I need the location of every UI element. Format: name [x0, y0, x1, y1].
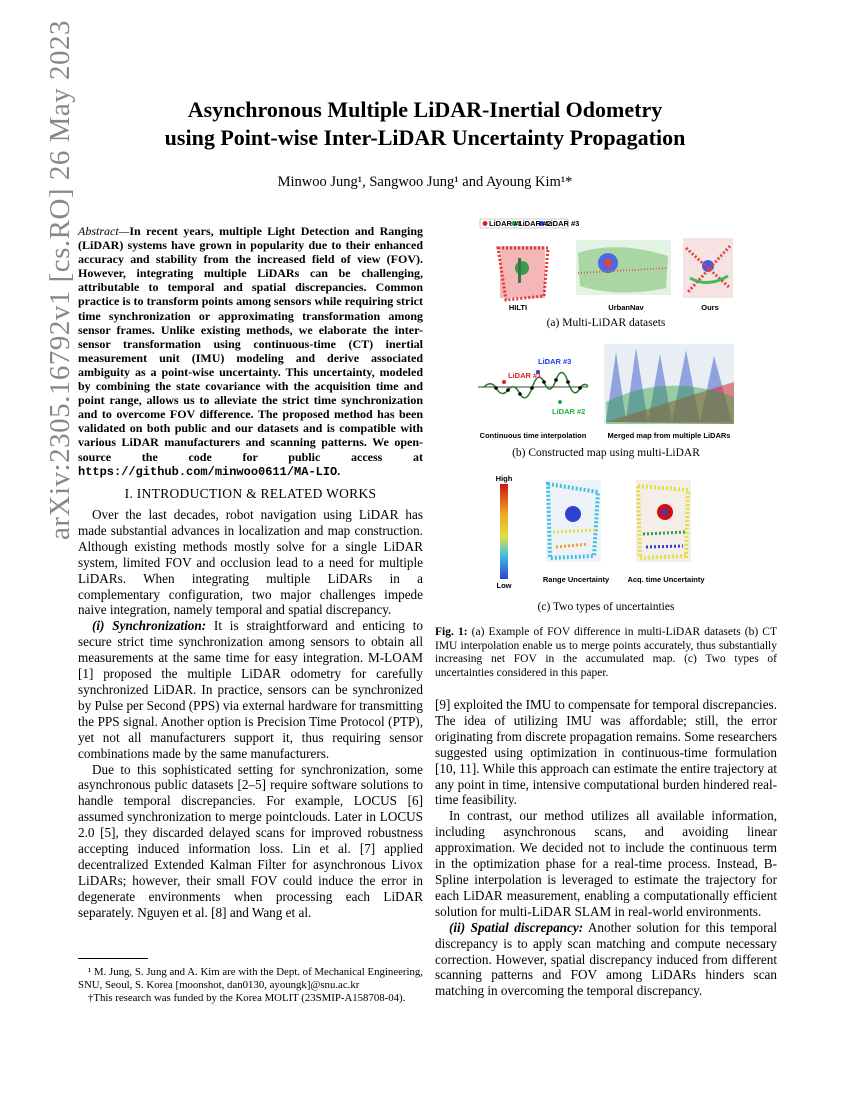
caption-c: (c) Two types of uncertainties [537, 601, 675, 613]
label-hilti: HILTI [508, 303, 528, 312]
arxiv-stamp-region [14, 19, 76, 780]
footnote-funding: †This research was funded by the Korea MOLIT (23SMIP-A158708-04). [88, 991, 406, 1004]
title-line-1: Asynchronous Multiple LiDAR-Inertial Odometry [187, 97, 663, 122]
curve-label-lidar-1: LiDAR #1 [508, 371, 542, 380]
uncertainty-image [488, 472, 748, 598]
label-ct-interp: Continuous time interpolation [479, 431, 587, 440]
label-ours: Ours [701, 303, 719, 312]
section-heading: I. INTRODUCTION & RELATED WORKS [124, 486, 377, 501]
imu-paragraph: [9] exploited the IMU to compensate for temporal discrepancies. The idea of utilizing IMU was affordable; still, the error originating from discrete propagation remains. Some researchers suggested using optimization in continuous-time formulation [10, 11]. While this approach can estimate the entire trajectory at any point in time, intensive computational burden hindered real-time feasibility. [435, 697, 778, 808]
figure-caption-head: Fig. 1: [435, 626, 468, 638]
urbannav-scan [576, 240, 671, 295]
authors: Minwoo Jung¹, Sangwoo Jung¹ and Ayoung Kim¹* [277, 174, 573, 190]
hilti-scan [498, 246, 548, 300]
abstract-body: In recent years, multiple Light Detection and Ranging (LiDAR) systems have grown in popularity due to their enhanced accuracy and stability from the increased field of view (FOV). However, integrating multiple LiDARs can be challenging, attributable to temporal and spatial discrepancies. Common practice is to transform points among sensors while requiring strict time synchronization or approximating transformation among sensor frames. Unlike existing methods, we elaborate the inter-sensor transformation using continuous-time (CT) inertial measurement unit (IMU) modeling and derive associated ambiguity as a point-wise uncertainty. This uncertainty, modeled by combining the state covariance with the acquisition time and point range, allows us to alleviate the strict time synchronization and to overcome FOV difference. The proposed method has been validated on both public and our datasets and is compatible with various LiDAR manufacturers and scanning patterns. We open-source the code for public access at [78, 224, 423, 464]
colorbar-high: High [495, 474, 513, 483]
figure-panel-b [476, 342, 776, 442]
figure-panel-a [478, 218, 778, 313]
contrast-paragraph: In contrast, our method utilizes all available information, including asynchronous scans, and avoiding linear approximation. We decided not to include the continuous term in the optimization phase for a real-time process. Instead, B-Spline interpolation is leveraged to estimate the trajectory for each LiDAR measurement, enabling a computationally efficient solution for multi-LiDAR SLAM in real-world environments. [435, 808, 777, 919]
right-column-body [435, 697, 777, 999]
label-merged-map: Merged map from multiple LiDARs [607, 431, 731, 440]
footnotes [78, 966, 423, 1004]
label-acq-time-uncertainty: Acq. time Uncertainty [627, 575, 705, 584]
curve-label-lidar-3: LiDAR #3 [538, 357, 572, 366]
arxiv-stamp: arXiv:2305.16792v1 [cs.RO] 26 May 2023 [44, 19, 76, 540]
caption-b: (b) Constructed map using multi-LiDAR [512, 447, 700, 459]
legend-lidar-3: LiDAR #3 [546, 219, 580, 228]
curve-label-lidar-2: LiDAR #2 [552, 407, 586, 416]
intro-paragraph: Over the last decades, robot navigation using LiDAR has made substantial advances in localization and map construction. Although existing methods mostly solve for a single LiDAR system, limited FOV and occlusion lead to a need for multiple LiDARs. When integrating multiple LiDARs in a complementary configuration, two major challenges impede naive integration, namely temporal and spatial discrepancy. [78, 507, 423, 618]
figure-panel-c [488, 472, 748, 598]
multi-lidar-datasets-image [478, 218, 778, 313]
legend-lidar-1: LiDAR #1 [489, 219, 523, 228]
figure-caption [435, 626, 777, 680]
footnote-affiliation: ¹ M. Jung, S. Jung and A. Kim are with the Dept. of Mechanical Engineering, SNU, Seoul, S. Korea [moonshot, dan0130, ayoungk]@snu.ac.kr [78, 966, 423, 991]
code-link[interactable]: https://github.com/minwoo0611/MA-LIO [78, 464, 338, 479]
constructed-map-image [476, 342, 776, 442]
mloam-paragraph: M-LOAM [1] proposed the multiple LiDAR odometry for carefully synchronized LiDAR. In practice, sensors can be synchronized by Pulse per Second (PPS) via external hardware for transmitting the PPS signal. Another option is Precision Time Protocol (PTP), yet not all manufacturers support it, thus requiring sensor combinations made by the same manufacturers. [78, 650, 423, 761]
label-range-uncertainty: Range Uncertainty [542, 575, 610, 584]
merged-map [604, 344, 734, 424]
caption-a: (a) Multi-LiDAR datasets [546, 317, 666, 329]
colorbar [500, 484, 508, 579]
figure-caption-body: (a) Example of FOV difference in multi-LiDAR datasets (b) CT IMU interpolation enable us to merge points accurately, thus substantially increasing net FOV in the accumulated map. (c) Two types of uncertainties considered in this paper. [435, 626, 777, 679]
label-urbannav: UrbanNav [608, 303, 644, 312]
spatial-paragraph [435, 920, 777, 1000]
left-column-body [78, 507, 423, 921]
sync-body: It is straightforward and enticing to secure strict time synchronization among sensors to obtain all measurements at the same time for easy integration. [78, 618, 423, 666]
spatial-heading: (ii) Spatial discrepancy: [449, 919, 584, 935]
sync-paragraph [78, 618, 423, 761]
paper-title [80, 96, 770, 152]
sync-heading: (i) Synchronization: [92, 618, 207, 634]
range-uncertainty-map [546, 480, 601, 562]
locus-paragraph: Due to this sophisticated setting for synchronization, some asynchronous public datasets [2–5] require software solutions to handle temporal discrepancies. For example, LOCUS [6] assumed synchronization to merge pointclouds. Later in LOCUS 2.0 [5], they discarded delayed scans for improved robustness accepting induced information loss. Lin et al. [7] applied decentralized Extended Kalman Filter for asynchronous Livox LiDARs; however, their small FOV could induce the error in degenerate environments when processing each LiDAR separately. Nguyen et al. [8] and Wang et al. [78, 761, 423, 920]
abstract-end: . [337, 463, 341, 478]
footnote-rule [78, 958, 148, 959]
acq-time-uncertainty-map [636, 480, 691, 562]
spatial-body: Another solution for this temporal discrepancy is to apply scan matching and compute necessary correction. However, spatial discrepancy induced from different scanning patterns and FOV among LiDARs hinders scan matching in overcoming the temporal discrepancy. [435, 919, 777, 999]
title-line-2: using Point-wise Inter-LiDAR Uncertainty Propagation [164, 125, 686, 150]
legend-lidar-2: LiDAR #2 [518, 219, 552, 228]
abstract-lead: Abstract— [78, 224, 130, 238]
colorbar-low: Low [496, 581, 512, 590]
abstract [78, 224, 423, 479]
ours-scan [683, 238, 733, 298]
